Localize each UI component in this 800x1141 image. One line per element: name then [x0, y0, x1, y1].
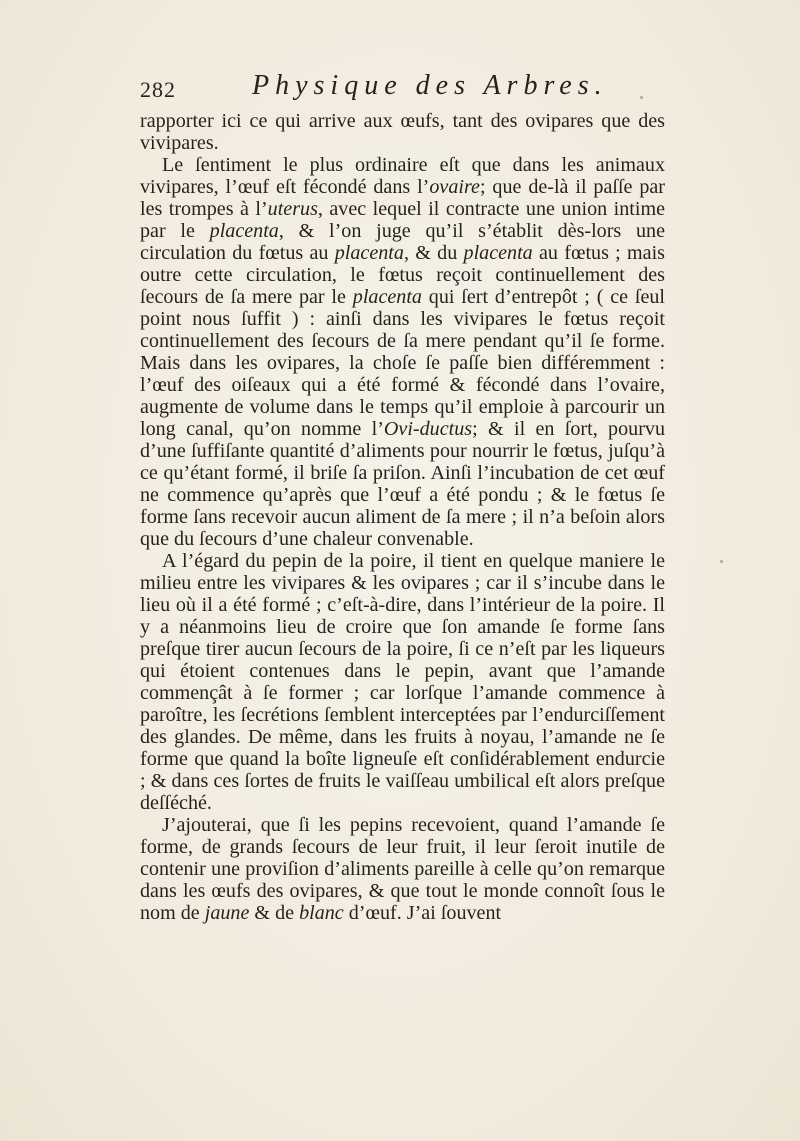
- text-run: ; & il en ſort, pourvu d’une ſuffiſante quantité d’aliments pour nourrir le fœtus, juſqu’à ce qu’étant formé, il briſe ſa priſon. Ainſi l’incubation de cet œuf ne commence qu’après que l’œuf a été pondu ; & le fœtus ſe forme ſans recevoir aucun aliment de ſa mere ; il n’a beſoin alors que du ſecours d’une chaleur convenable.: [140, 418, 665, 550]
- text-run: J’ajouterai, que ſi les pepins recevoient, quand l’amande ſe forme, de grands ſecours de leur fruit, il leur ſeroit inutile de contenir une proviſion d’aliments pareille à celle qu’on remarque dans les œufs des ovipares, & que tout le monde connoît ſous le nom de: [140, 814, 665, 924]
- text-run: au fœtus ; mais outre cette circulation, le fœtus reçoit continuellement des ſecours de ſa mere par le: [140, 242, 665, 308]
- italic-term: placenta: [334, 242, 404, 264]
- paragraph: [140, 814, 665, 924]
- italic-term: placenta: [463, 242, 533, 264]
- body-text: [140, 110, 665, 924]
- text-run: d’œuf. J’ai ſouvent: [343, 902, 502, 924]
- paragraph: [140, 550, 665, 814]
- running-title: Physique des Arbres.: [252, 70, 608, 101]
- text-run: Le ſentiment le plus ordinaire eſt que dans les animaux vivipares, l’œuf eſt fécondé dans l’: [140, 154, 665, 198]
- text-run: rapporter ici ce qui arrive aux œufs, tant des ovipares que des vivipares.: [140, 110, 665, 154]
- italic-term: placenta: [209, 220, 279, 242]
- italic-term: blanc: [299, 902, 344, 924]
- page-number: 282: [140, 77, 176, 102]
- italic-term: Ovi-ductus: [383, 418, 473, 440]
- text-run: qui ſert d’entrepôt ; ( ce ſeul point nous ſuffit ) : ainſi dans les vivipares le fœtus reçoit continuellement des ſecours de ſa mere pendant qu’il ſe forme. Mais dans les ovipares, la choſe ſe paſſe bien différemment : l’œuf des oiſeaux qui a été formé & fécondé dans l’ovaire, augmente de volume dans le temps qu’il emploie à parcourir un long canal, qu’on nomme l’: [140, 286, 666, 440]
- text-run: , & du: [403, 242, 464, 264]
- paragraph: [140, 154, 665, 550]
- italic-term: jaune: [204, 902, 250, 924]
- italic-term: placenta: [352, 286, 422, 308]
- text-run: ; que de-là il paſſe par les trompes à l’: [140, 176, 665, 220]
- text-run: & de: [249, 902, 300, 924]
- paragraph: [140, 110, 665, 154]
- paper-speck: [640, 96, 643, 99]
- page-header: [140, 70, 660, 106]
- paper-speck: [720, 560, 723, 563]
- text-run: A l’égard du pepin de la poire, il tient en quelque maniere le milieu entre les vivipares & les ovipares ; car il s’incube dans le lieu où il a été formé ; c’eſt-à-dire, dans l’intérieur de la poire. Il y a néanmoins lieu de croire que ſon amande ſe forme ſans preſque tirer aucun ſecours de la poire, ſi ce n’eſt par les liqueurs qui étoient contenues dans le pepin, avant que l’amande commençât à ſe former ; car lorſque l’amande commence à paroître, les ſecrétions ſemblent interceptées par l’endurciſſement des glandes. De même, dans les fruits à noyau, l’amande ne ſe forme que quand la boîte ligneuſe eſt conſidérablement endurcie ; & dans ces ſortes de fruits le vaiſſeau umbilical eſt alors preſque deſſéché.: [140, 550, 665, 814]
- text-run: , & l’on juge qu’il s’établit dès-lors une circulation du fœtus au: [140, 220, 665, 264]
- italic-term: uterus: [267, 198, 318, 220]
- italic-term: ovaire: [429, 176, 480, 198]
- text-run: , avec lequel il contracte une union intime par le: [140, 198, 665, 242]
